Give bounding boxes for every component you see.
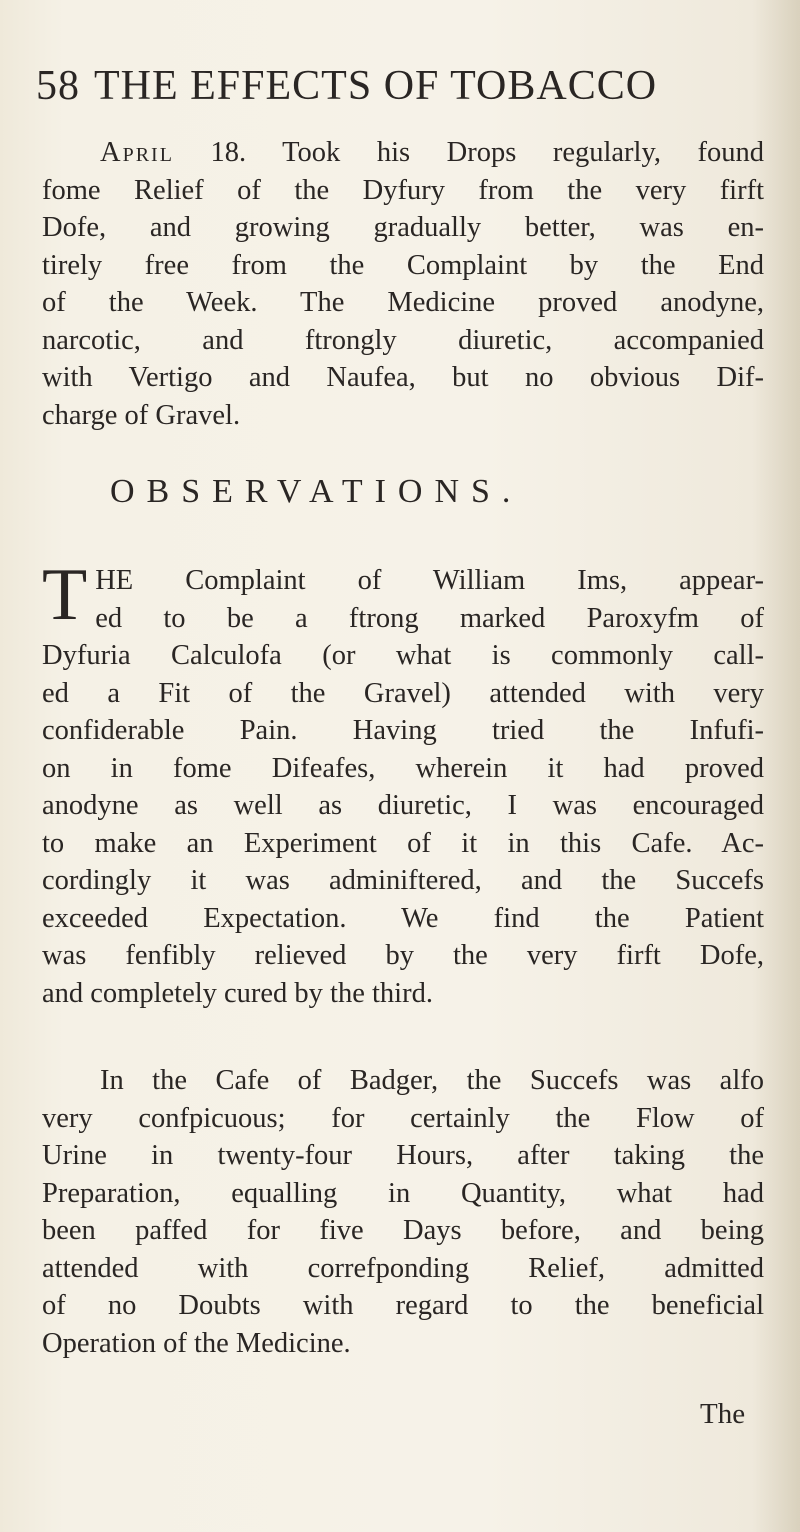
entry-line: with Vertigo and Naufea, but no obvious Dif- <box>42 362 764 393</box>
diary-entry <box>42 134 764 434</box>
paragraph-line: ed a Fit of the Gravel) attended with very <box>42 677 764 709</box>
entry-line: tirely free from the Complaint by the End <box>42 249 764 281</box>
paragraph-line: exceeded Expectation. We find the Patient <box>42 902 764 934</box>
badger-paragraph <box>42 1062 764 1362</box>
entry-date-label: April <box>100 137 174 168</box>
paragraph-line: Operation of the Medicine. <box>42 1327 351 1359</box>
paragraph-line: was fenfibly relieved by the very firft Dofe, <box>42 940 764 971</box>
paragraph-line: In the Cafe of Badger, the Succefs was alfo <box>100 1065 764 1096</box>
entry-line: narcotic, and ftrongly diuretic, accompanied <box>42 324 764 356</box>
paragraph-line: cordingly it was adminiftered, and the Succefs <box>42 865 764 896</box>
catchword: The <box>700 1398 746 1430</box>
entry-line: Took his Drops regularly, found <box>282 137 764 168</box>
entry-line: of the Week. The Medicine proved anodyne, <box>42 287 764 318</box>
paragraph-line: attended with correfponding Relief, admitted <box>42 1252 764 1284</box>
paragraph-line: Urine in twenty-four Hours, after taking the <box>42 1140 764 1171</box>
entry-date-day: 18. <box>210 137 247 168</box>
paragraph-line: very confpicuous; for certainly the Flow of <box>42 1102 764 1134</box>
page-number: 58 <box>36 63 80 109</box>
paragraph-line: Dyfuria Calculofa (or what is commonly call- <box>42 640 764 671</box>
paragraph-line: of no Doubts with regard to the beneficial <box>42 1290 764 1321</box>
paragraph-line: and completely cured by the third. <box>42 977 433 1009</box>
entry-line: fome Relief of the Dyfury from the very firft <box>42 174 764 206</box>
paragraph-line: on in fome Difeafes, wherein it had proved <box>42 752 764 784</box>
paragraph-line: ed to be a ftrong marked Paroxyfm of <box>95 602 764 634</box>
running-title: THE EFFECTS OF TOBACCO <box>94 63 658 109</box>
paragraph-line: to make an Experiment of it in this Cafe. Ac- <box>42 827 764 859</box>
entry-first-line <box>42 134 764 172</box>
paragraph-line: HE Complaint of William Ims, appear- <box>95 565 764 596</box>
paragraph-line: anodyne as well as diuretic, I was encouraged <box>42 790 764 821</box>
paragraph-line: confiderable Pain. Having tried the Infufi- <box>42 715 764 746</box>
drop-cap: T <box>42 554 88 636</box>
paragraph-line: Preparation, equalling in Quantity, what had <box>42 1177 764 1209</box>
entry-line: Dofe, and growing gradually better, was en- <box>42 212 764 243</box>
paragraph-line: been paffed for five Days before, and being <box>42 1215 764 1246</box>
section-heading: OBSERVATIONS. <box>110 473 523 510</box>
observations-paragraph <box>42 554 764 1012</box>
running-header <box>36 62 756 110</box>
entry-line: charge of Gravel. <box>42 399 241 431</box>
